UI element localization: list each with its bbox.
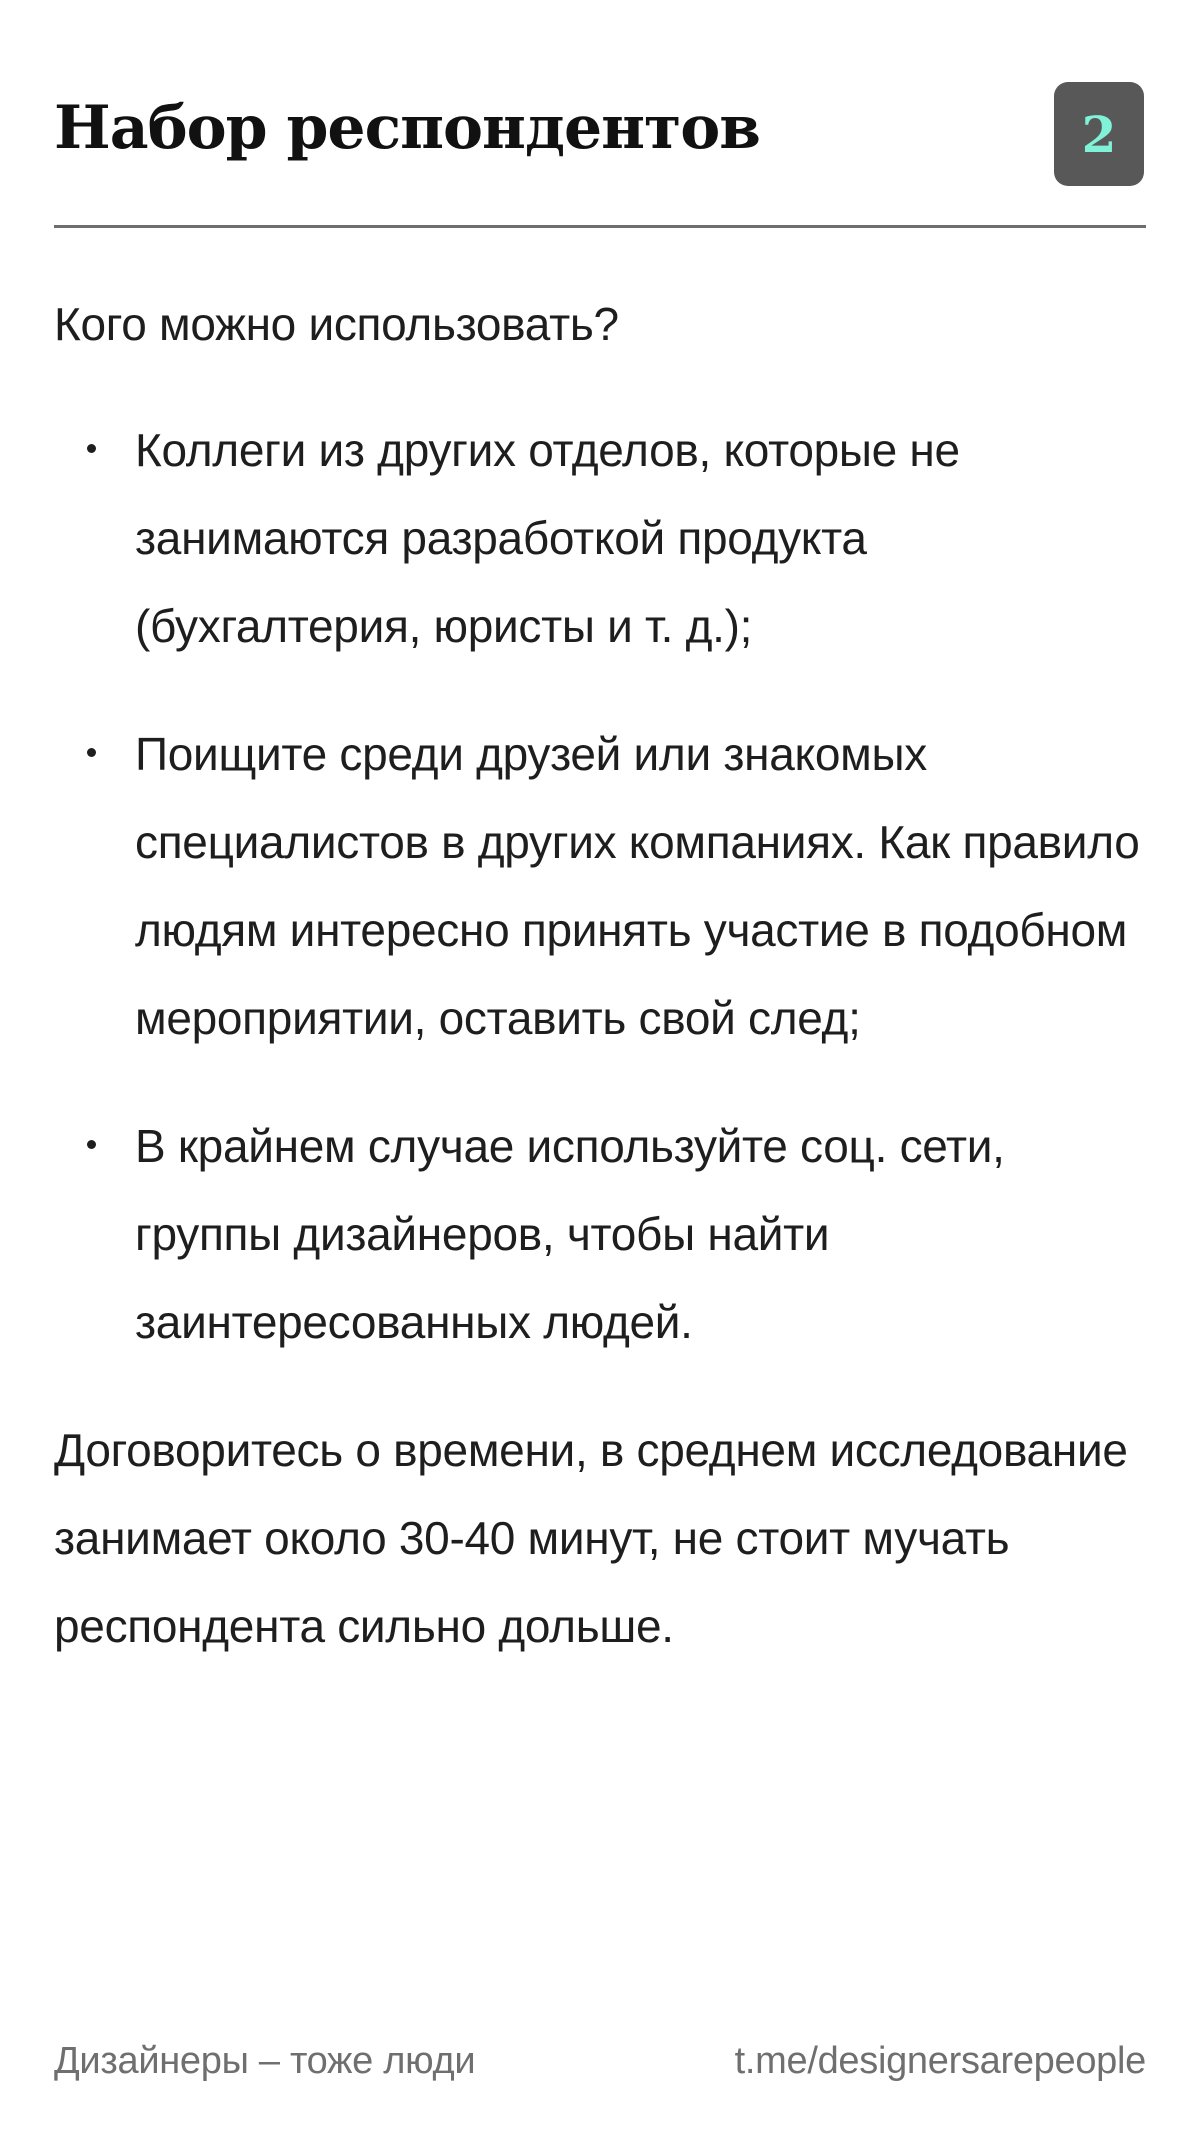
- list-item-text: Коллеги из других отделов, которые не занимаются разработкой продукта (бухгалтерия, юристы и т. д.);: [135, 424, 960, 652]
- list-item: [54, 406, 1146, 670]
- footer-brand: Дизайнеры – тоже люди: [54, 2040, 476, 2082]
- slide-footer: [54, 2040, 1146, 2083]
- slide-content: [54, 280, 1146, 1670]
- list-item-text: Поищите среди друзей или знакомых специалистов в других компаниях. Как правило людям интересно принять участие в подобном мероприятии, оставить свой след;: [135, 728, 1140, 1044]
- list-item: [54, 1102, 1146, 1366]
- closing-paragraph: Договоритесь о времени, в среднем исследование занимает около 30-40 минут, не стоит мучать респондента сильно дольше.: [54, 1424, 1128, 1652]
- slide-header: [54, 82, 1146, 190]
- bullet-icon: [87, 748, 96, 757]
- list-item-text: В крайнем случае используйте соц. сети, группы дизайнеров, чтобы найти заинтересованных людей.: [135, 1120, 1005, 1348]
- bullet-icon: [87, 1140, 96, 1149]
- intro-question: Кого можно использовать?: [54, 298, 619, 350]
- bullet-icon: [87, 444, 96, 453]
- slide-page: [54, 0, 1146, 2133]
- footer-link[interactable]: t.me/designersarepeople: [734, 2040, 1146, 2082]
- bullet-list: [54, 406, 1146, 1366]
- header-divider: [54, 225, 1146, 228]
- list-item: [54, 710, 1146, 1062]
- page-title: Набор респондентов: [54, 93, 760, 163]
- page-number-badge: 2: [1054, 82, 1144, 186]
